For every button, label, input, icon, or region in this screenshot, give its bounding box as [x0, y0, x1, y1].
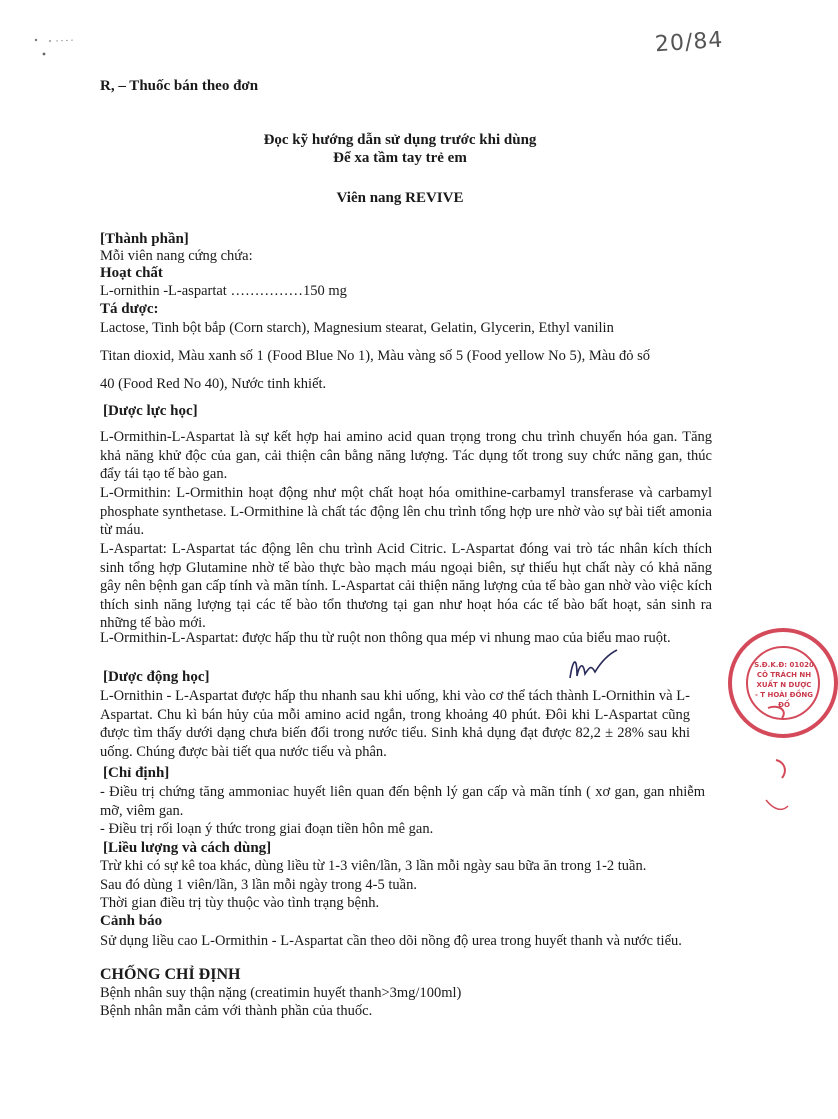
excipients-line-1: Lactose, Tinh bột bắp (Corn starch), Magnesium stearat, Gelatin, Glycerin, Ethyl vanilin [100, 320, 614, 336]
composition-heading: [Thành phần] [100, 231, 189, 247]
contraindication-line-1: Bệnh nhân suy thận nặng (creatimin huyết thanh>3mg/100ml) [100, 985, 462, 1001]
indications-heading: [Chỉ định] [103, 765, 170, 781]
active-ingredient-heading: Hoạt chất [100, 265, 163, 281]
active-ingredient-line: L-ornithin -L-aspartat ……………150 mg [100, 283, 347, 299]
handwritten-note: 20/84 [654, 27, 725, 58]
warning-read-instructions: Đọc kỹ hướng dẫn sử dụng trước khi dùng [263, 132, 537, 148]
excipients-line-2: Titan dioxid, Màu xanh số 1 (Food Blue No 1), Màu vàng số 5 (Food yellow No 5), Màu đỏ số [100, 348, 651, 364]
warning-keep-away: Để xa tầm tay trẻ em [333, 150, 467, 166]
excipients-heading: Tá dược: [100, 301, 159, 317]
excipients-line-3: 40 (Food Red No 40), Nước tinh khiết. [100, 376, 327, 392]
dosage-line-3: Thời gian điều trị tùy thuộc vào tình trạng bệnh. [100, 895, 380, 911]
dosage-line-2: Sau đó dùng 1 viên/lần, 3 lần mỗi ngày trong 4-5 tuần. [100, 877, 417, 893]
signature-mark [565, 648, 625, 688]
pharmacodynamics-paragraph-2: L-Ormithin: L-Ormithin hoạt động như một chất hoạt hóa omithine-carbamyl transferase và carbamyl phosphate synthetase. L-Ormithine là chất tác động lên chu trình tổng hợp ure nhờ vào sự bài tiết amonia từ máu. [100, 485, 712, 539]
pharmacokinetics-paragraph: L-Ornithin - L-Aspartat được hấp thu nhanh sau khi uống, khi vào cơ thể tách thành L-Ornithin và L-Aspartat. Chu kì bán hủy của mỗi amino acid ngắn, trong khoảng 40 phút. Đôi khi L-Aspartat cũng được tìm thấy dưới dạng chưa biến đổi trong nước tiểu. Sinh khả dụng đạt được 82,2 ± 28% sau khi uống. Chúng được bài tiết qua nước tiểu và phân. [100, 688, 690, 760]
pharmacokinetics-heading: [Dược động học] [103, 669, 210, 685]
contraindication-line-2: Bệnh nhân mẫn cảm với thành phần của thuốc. [100, 1003, 373, 1019]
product-title: Viên nang REVIVE [336, 190, 464, 206]
pharmacodynamics-heading: [Dược lực học] [103, 403, 198, 419]
pharmacodynamics-paragraph-1: L-Ormithin-L-Aspartat là sự kết hợp hai amino acid quan trọng trong chu trình chuyển hóa gan. Tăng khả năng khử độc của gan, cải thiện cân bằng năng lượng. Tác dụng tốt trong suy chức năng gan, thúc đẩy tái tạo tế bào gan. [100, 429, 712, 483]
composition-intro: Mỗi viên nang cứng chứa: [100, 248, 253, 264]
dosage-heading: [Liều lượng và cách dùng] [103, 840, 272, 856]
caution-heading: Cảnh báo [100, 913, 163, 929]
stamp-text: S.Đ.K.Đ: 01020 CÔ TRÁCH NH XUẤT N DƯỢC - T HOÀI ĐỒNG ĐỐ [754, 661, 814, 709]
pharmacodynamics-paragraph-3: L-Aspartat: L-Aspartat tác động lên chu trình Acid Citric. L-Aspartat đóng vai trò tác nhân kích thích sinh tổng hợp Glutamine nhờ tế bào thực bào mạch máu ngoại biên, sự thiếu hụt chất này có khả năng gây nên bệnh gan cấp tính và mãn tính. L-Aspartat cải thiện năng lượng của tế bào gan nhờ vào việc kích thích sinh năng lượng tại các tế bào tổn thương tại gan như hoạt hóa các tế bào bất hoạt, sản sinh ra những tế bào mới. [100, 541, 712, 632]
scan-specks [32, 34, 82, 64]
caution-text: Sử dụng liều cao L-Ormithin - L-Aspartat cần theo dõi nồng độ urea trong huyết thanh và nước tiểu. [100, 933, 682, 949]
rx-line: R, – Thuốc bán theo đơn [100, 78, 259, 94]
pharmacodynamics-paragraph-4: L-Ormithin-L-Aspartat: được hấp thu từ ruột non thông qua mép vi nhung mao của biểu mao ruột. [100, 630, 671, 646]
dosage-line-1: Trừ khi có sự kê toa khác, dùng liều từ 1-3 viên/lần, 3 lần mỗi ngày sau bữa ăn trong 1-2 tuần. [100, 858, 647, 874]
contraindications-heading: CHỐNG CHỈ ĐỊNH [100, 966, 241, 983]
margin-stamp-marks [748, 700, 800, 840]
indication-item-1: - Điều trị chứng tăng ammoniac huyết liên quan đến bệnh lý gan cấp và mãn tính ( xơ gan, gan nhiễm mỡ, viêm gan. [100, 784, 705, 819]
indication-item-2: - Điều trị rối loạn ý thức trong giai đoạn tiền hôn mê gan. [100, 821, 434, 837]
